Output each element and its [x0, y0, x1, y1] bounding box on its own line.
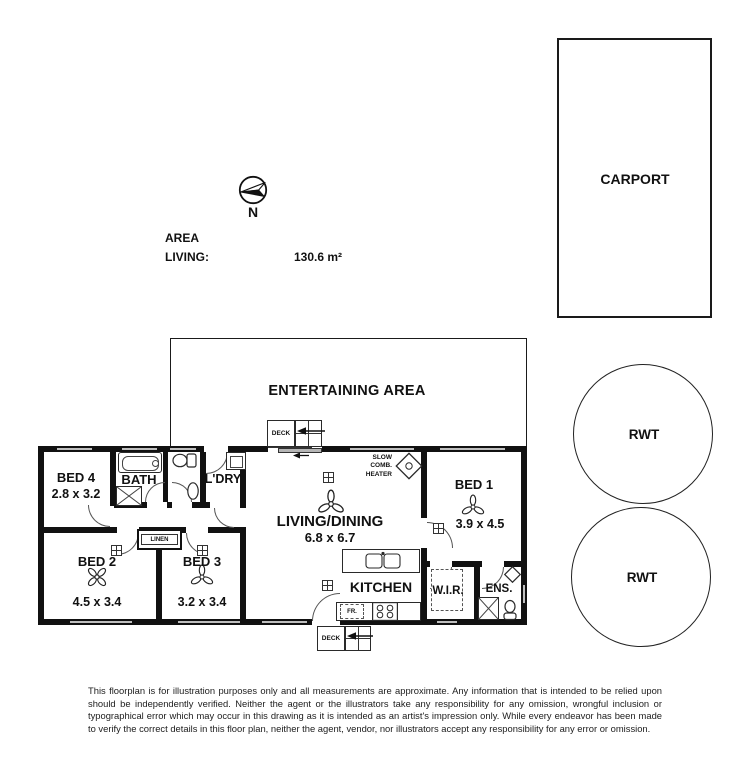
room-dims-bed3: 3.2 x 3.4: [177, 595, 227, 609]
rwt-top-label: RWT: [628, 427, 660, 442]
stove-icon: [372, 602, 398, 621]
kitchen-island: [342, 549, 420, 573]
vent-icon: [322, 580, 333, 591]
compass-north-label: N: [247, 204, 259, 220]
bathtub-icon: [118, 452, 162, 473]
heater-icon: [393, 450, 425, 482]
deck-bottom-box: [317, 626, 345, 651]
area-title: AREA: [165, 231, 200, 245]
rwt-bottom-label: RWT: [626, 570, 658, 585]
disclaimer-text: This floorplan is for illustration purposes only and all measurements are approximate. Any information that is intended to be relied upon should be independently verified. Neither the agent or the illustrators take any responsibility for any omission, wrongful inclusion or typographical error which may occur in this drawing as it is intended as an artist's impression only. While every endeavor has been made to verify the correct details in this floor plan, neither the agent, vendor, nor illustrators accept any responsibility for any error or omission.: [88, 685, 662, 735]
linen-label: LINEN: [150, 537, 169, 543]
window: [440, 447, 505, 451]
window: [522, 585, 526, 603]
window: [122, 447, 157, 451]
wall: [240, 502, 246, 508]
window: [178, 620, 240, 624]
room-label-bed1: BED 1: [454, 477, 494, 492]
toilet-icon: [501, 599, 519, 621]
room-label-kitchen: KITCHEN: [349, 579, 413, 595]
room-label-living: LIVING/DINING: [276, 513, 384, 530]
fridge-space: [340, 604, 364, 619]
stairs-top-arrow-icon: [296, 426, 326, 436]
shower-icon: [116, 486, 142, 506]
wall: [192, 502, 210, 508]
room-dims-living: 6.8 x 6.7: [304, 530, 356, 545]
window: [262, 620, 307, 624]
window: [70, 620, 132, 624]
room-dims-bed2: 4.5 x 3.4: [72, 595, 122, 609]
carport-label: CARPORT: [600, 171, 670, 187]
linen-cupboard: [137, 529, 182, 550]
vanity-icon: [502, 564, 522, 584]
wall: [421, 567, 427, 619]
stairs-bottom-arrow-icon: [346, 631, 374, 641]
deck-top-label: DECK: [271, 430, 291, 437]
compass-icon: [238, 175, 268, 205]
fridge-label: FR.: [347, 609, 357, 615]
room-dims-bed4: 2.8 x 3.2: [51, 487, 101, 501]
vent-icon: [433, 523, 444, 534]
shower-icon: [478, 597, 499, 620]
room-label-bath: BATH: [121, 472, 157, 487]
room-label-bed4: BED 4: [56, 470, 96, 485]
vent-icon: [323, 472, 334, 483]
room-label-wir: W.I.R.: [432, 585, 464, 597]
room-label-ensuite: ENS.: [485, 583, 513, 595]
sink-icon: [343, 550, 419, 572]
window: [57, 447, 92, 451]
wall: [240, 527, 246, 619]
window: [437, 620, 457, 624]
area-living-label: LIVING:: [165, 250, 209, 264]
heater-label: SLOW COMB. HEATER: [365, 454, 392, 478]
wall: [167, 502, 172, 508]
slide-direction-arrow-icon: [292, 452, 310, 459]
room-label-bed2: BED 2: [77, 554, 117, 569]
room-label-bed3: BED 3: [182, 554, 222, 569]
laundry-trough-icon: [226, 452, 246, 470]
wall: [38, 527, 117, 533]
area-living-value: 130.6 m²: [294, 250, 343, 264]
room-dims-bed1: 3.9 x 4.5: [455, 517, 505, 531]
toilet-icon: [171, 452, 199, 469]
entertaining-label: ENTERTAINING AREA: [268, 383, 426, 399]
deck-bottom-label: DECK: [321, 635, 341, 642]
room-label-laundry: L'DRY: [204, 472, 242, 486]
window: [170, 447, 196, 451]
basin-icon: [186, 481, 200, 501]
deck-top-box: [267, 420, 295, 447]
